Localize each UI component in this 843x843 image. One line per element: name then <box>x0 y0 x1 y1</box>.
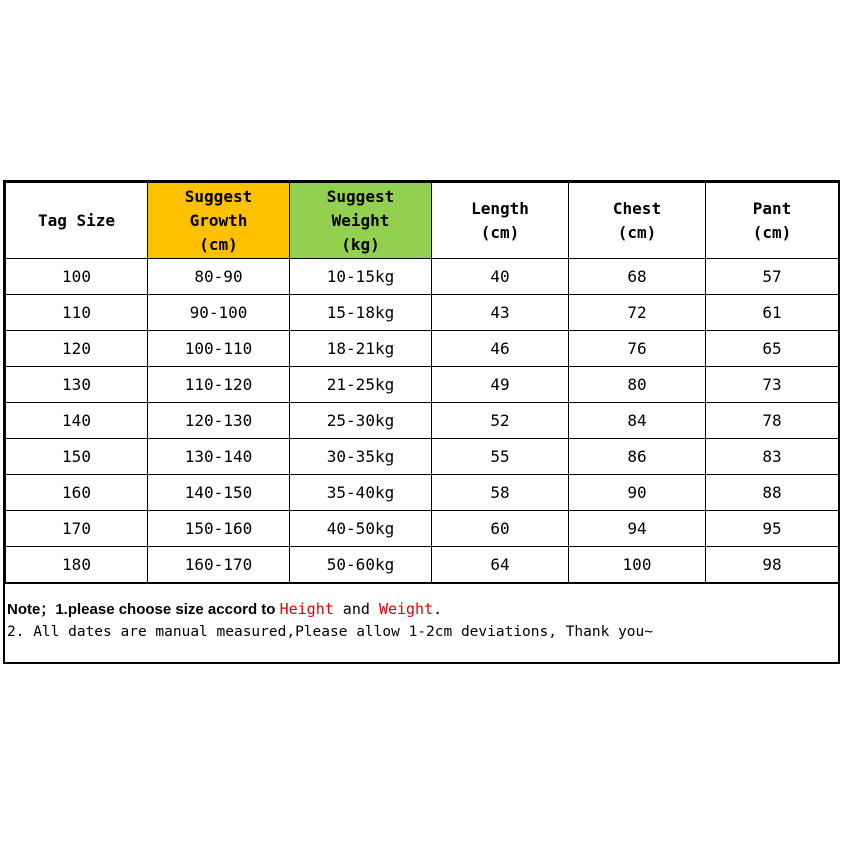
cell-growth: 80-90 <box>148 259 290 295</box>
size-table <box>5 182 839 583</box>
note-height: Height <box>279 600 334 618</box>
cell-weight: 35-40kg <box>290 475 432 511</box>
cell-growth: 100-110 <box>148 331 290 367</box>
cell-pant: 57 <box>706 259 839 295</box>
header-row <box>6 183 839 259</box>
header-tag-size: Tag Size <box>6 183 148 259</box>
note-and: and <box>333 600 379 618</box>
cell-chest: 100 <box>569 547 706 583</box>
cell-growth: 130-140 <box>148 439 290 475</box>
cell-length: 46 <box>432 331 569 367</box>
cell-length: 40 <box>432 259 569 295</box>
cell-tag-size: 120 <box>6 331 148 367</box>
cell-length: 55 <box>432 439 569 475</box>
cell-chest: 72 <box>569 295 706 331</box>
cell-chest: 80 <box>569 367 706 403</box>
cell-chest: 90 <box>569 475 706 511</box>
note-end: . <box>433 600 443 618</box>
cell-pant: 88 <box>706 475 839 511</box>
cell-weight: 21-25kg <box>290 367 432 403</box>
cell-pant: 61 <box>706 295 839 331</box>
cell-tag-size: 150 <box>6 439 148 475</box>
cell-tag-size: 170 <box>6 511 148 547</box>
cell-tag-size: 130 <box>6 367 148 403</box>
table-row <box>6 259 839 295</box>
table-body <box>6 259 839 583</box>
cell-length: 43 <box>432 295 569 331</box>
cell-chest: 84 <box>569 403 706 439</box>
cell-length: 52 <box>432 403 569 439</box>
table-row <box>6 547 839 583</box>
cell-chest: 76 <box>569 331 706 367</box>
cell-pant: 78 <box>706 403 839 439</box>
table-row <box>6 295 839 331</box>
note-line-2: 2. All dates are manual measured,Please allow 1-2cm deviations, Thank you~ <box>7 624 654 640</box>
cell-weight: 15-18kg <box>290 295 432 331</box>
cell-growth: 160-170 <box>148 547 290 583</box>
cell-chest: 68 <box>569 259 706 295</box>
notes-section <box>5 583 838 663</box>
table-row <box>6 511 839 547</box>
cell-tag-size: 160 <box>6 475 148 511</box>
table-row <box>6 367 839 403</box>
cell-weight: 40-50kg <box>290 511 432 547</box>
cell-length: 58 <box>432 475 569 511</box>
cell-pant: 65 <box>706 331 839 367</box>
cell-weight: 10-15kg <box>290 259 432 295</box>
table-row <box>6 475 839 511</box>
cell-pant: 98 <box>706 547 839 583</box>
header-suggest-weight: Suggest Weight (kg) <box>290 183 432 259</box>
cell-tag-size: 100 <box>6 259 148 295</box>
cell-chest: 86 <box>569 439 706 475</box>
table-row <box>6 439 839 475</box>
note-weight: Weight <box>378 600 434 618</box>
cell-weight: 18-21kg <box>290 331 432 367</box>
cell-pant: 95 <box>706 511 839 547</box>
header-chest: Chest (cm) <box>569 183 706 259</box>
cell-weight: 50-60kg <box>290 547 432 583</box>
header-length: Length (cm) <box>432 183 569 259</box>
cell-growth: 110-120 <box>148 367 290 403</box>
cell-growth: 90-100 <box>148 295 290 331</box>
note-line-1 <box>7 598 838 621</box>
header-pant: Pant (cm) <box>706 183 839 259</box>
cell-growth: 120-130 <box>148 403 290 439</box>
cell-tag-size: 180 <box>6 547 148 583</box>
cell-pant: 83 <box>706 439 839 475</box>
cell-growth: 150-160 <box>148 511 290 547</box>
cell-tag-size: 110 <box>6 295 148 331</box>
size-chart <box>3 180 840 664</box>
cell-chest: 94 <box>569 511 706 547</box>
cell-tag-size: 140 <box>6 403 148 439</box>
table-row <box>6 331 839 367</box>
cell-length: 49 <box>432 367 569 403</box>
cell-growth: 140-150 <box>148 475 290 511</box>
cell-length: 64 <box>432 547 569 583</box>
cell-length: 60 <box>432 511 569 547</box>
cell-weight: 30-35kg <box>290 439 432 475</box>
header-suggest-growth: Suggest Growth (cm) <box>148 183 290 259</box>
note-lead: Note；1.please choose size accord to <box>7 601 280 618</box>
cell-weight: 25-30kg <box>290 403 432 439</box>
table-row <box>6 403 839 439</box>
cell-pant: 73 <box>706 367 839 403</box>
